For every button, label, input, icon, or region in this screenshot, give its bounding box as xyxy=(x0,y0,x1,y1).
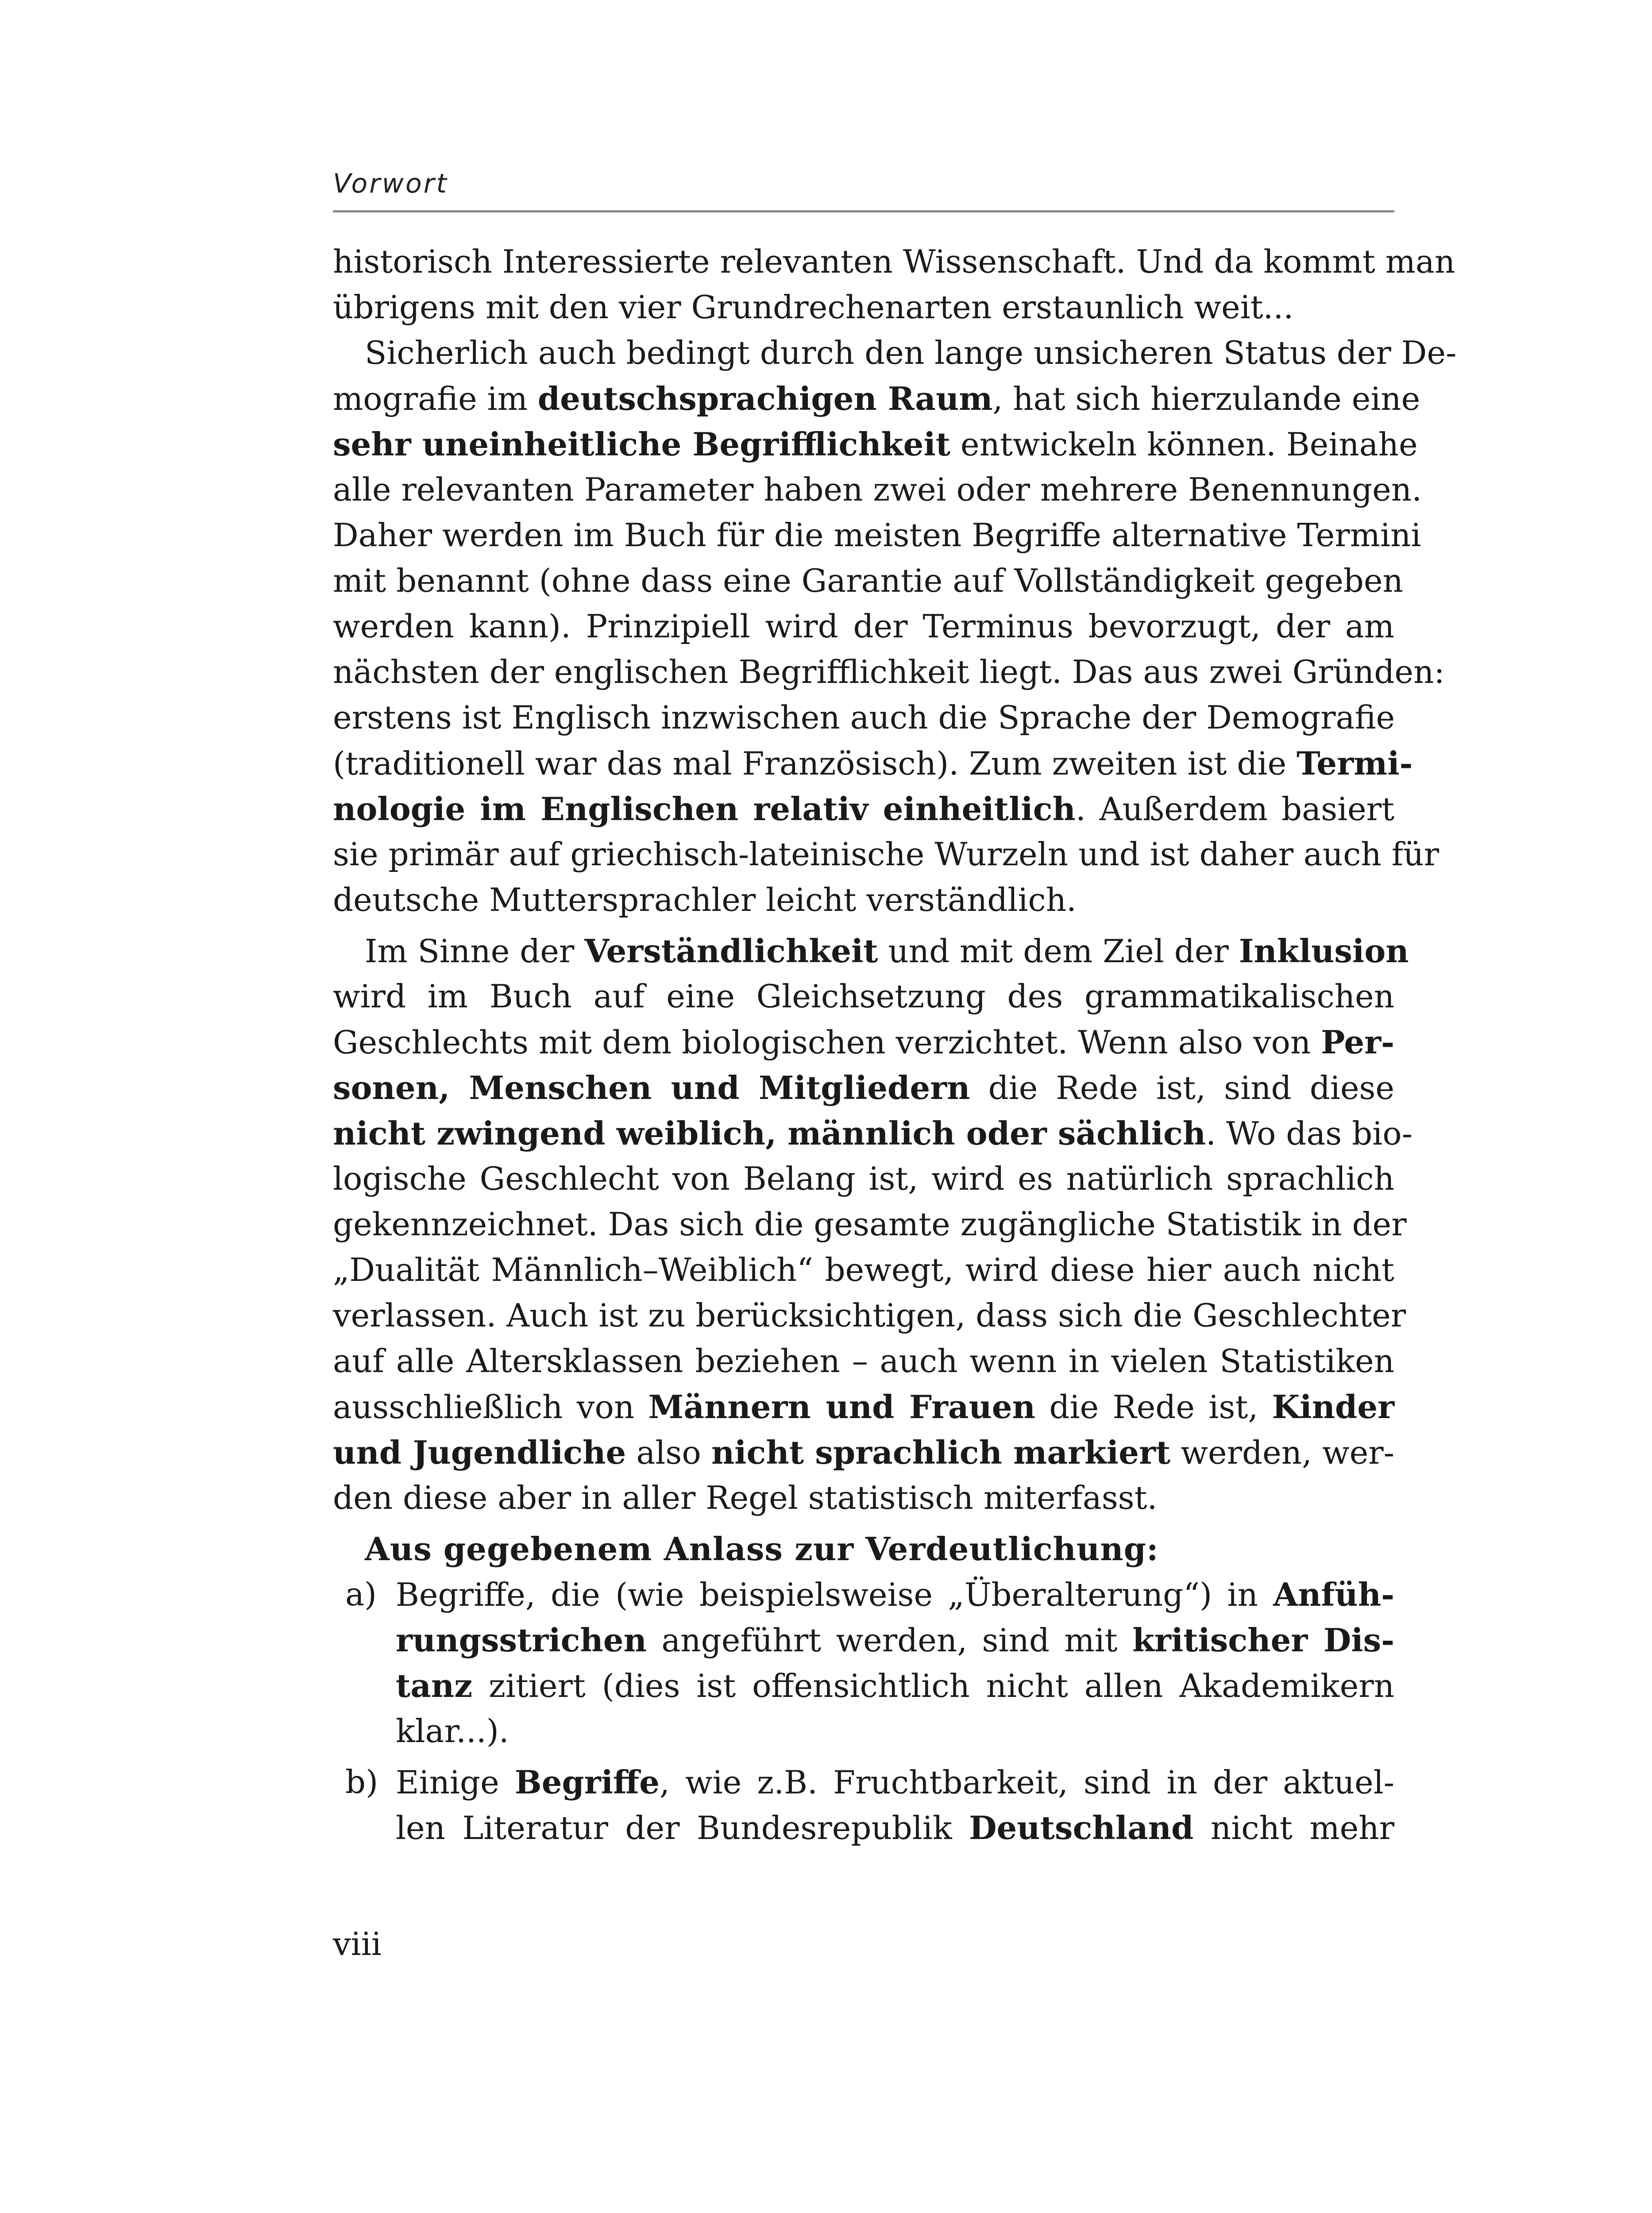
text-line xyxy=(333,1805,1394,1851)
bold-term: Per- xyxy=(1321,1023,1394,1061)
text-line xyxy=(333,1110,1413,1156)
text-line xyxy=(333,1617,1394,1663)
text-line: erstens ist Englisch inzwischen auch die Sprache der Demografie xyxy=(333,699,1395,736)
text-span: Geschlechts mit dem biologischen verzichtet. Wenn also von xyxy=(333,1024,1321,1061)
bold-term: sehr uneinheitliche Begrifflichkeit xyxy=(333,425,950,463)
text-line: historisch Interessierte relevanten Wissenschaft. Und da kommt man xyxy=(333,243,1455,280)
text-line: mit benannt (ohne dass eine Garantie auf Vollständigkeit gegeben xyxy=(333,562,1403,599)
bold-term: Kinder xyxy=(1272,1388,1395,1426)
text-line: wird im Buch auf eine Gleichsetzung des grammatikalischen xyxy=(333,978,1394,1015)
paragraph-3 xyxy=(333,928,1413,1521)
bold-term: Begriffe xyxy=(514,1763,660,1801)
text-span: die Rede ist, sind diese xyxy=(970,1069,1394,1106)
text-span: entwickeln können. Beinahe xyxy=(950,426,1418,463)
text-span: mografie im xyxy=(333,380,538,417)
text-span: nicht mehr xyxy=(1193,1809,1394,1847)
text-line: den diese aber in aller Regel statistisch miterfasst. xyxy=(333,1479,1158,1516)
list-marker: a) xyxy=(345,1576,377,1613)
text-line: sie primär auf griechisch-lateinische Wurzeln und ist daher auch für xyxy=(333,836,1440,873)
bold-term: Anfüh- xyxy=(1273,1576,1394,1613)
list-marker: b) xyxy=(345,1763,378,1800)
paragraph-1 xyxy=(333,239,1455,330)
text-line: übrigens mit den vier Grundrechenarten erstaunlich weit... xyxy=(333,289,1294,326)
text-line: nächsten der englischen Begrifflichkeit liegt. Das aus zwei Gründen: xyxy=(333,653,1445,690)
bold-term: tanz xyxy=(396,1667,473,1704)
bold-term: nicht zwingend weiblich, männlich oder sächlich xyxy=(333,1114,1206,1152)
text-span: , hat sich hierzulande eine xyxy=(992,380,1420,417)
text-line xyxy=(333,1430,1394,1475)
list-item-a xyxy=(333,1572,1394,1754)
bold-term: rungsstrichen xyxy=(396,1621,647,1659)
bold-term: nicht sprachlich markiert xyxy=(711,1434,1171,1471)
text-line xyxy=(333,1572,1394,1617)
text-line xyxy=(333,928,1409,974)
text-line: klar...). xyxy=(396,1712,509,1750)
text-line xyxy=(333,1019,1394,1065)
bold-term: Deutschland xyxy=(969,1809,1194,1847)
text-line xyxy=(333,1759,1394,1805)
bold-term: sonen, Menschen und Mitgliedern xyxy=(333,1069,970,1106)
bold-term: Verständlichkeit xyxy=(584,932,878,970)
text-line: verlassen. Auch ist zu berücksichtigen, dass sich die Geschlechter xyxy=(333,1297,1406,1334)
running-header: Vorwort xyxy=(333,168,448,199)
text-line: deutsche Muttersprachler leicht verständlich. xyxy=(333,881,1077,918)
bold-term: nologie im Englischen relativ einheitlich xyxy=(333,790,1076,828)
text-line: gekennzeichnet. Das sich die gesamte zugängliche Statistik in der xyxy=(333,1206,1407,1243)
text-span: werden, wer- xyxy=(1170,1434,1395,1471)
bold-term: deutschsprachigen Raum xyxy=(537,380,993,417)
header-rule xyxy=(333,210,1394,212)
bold-term: Männern und Frauen xyxy=(648,1388,1035,1426)
text-line: Sicherlich auch bedingt durch den lange unsicheren Status der De- xyxy=(365,334,1457,371)
text-line xyxy=(333,786,1394,832)
text-span: ausschließlich von xyxy=(333,1388,648,1426)
text-line xyxy=(333,1663,1394,1708)
text-span: Im Sinne der xyxy=(365,933,585,970)
text-line xyxy=(333,421,1418,467)
text-line: „Dualität Männlich–Weiblich“ bewegt, wird diese hier auch nicht xyxy=(333,1251,1394,1288)
page-body xyxy=(333,239,1457,1851)
text-line: alle relevanten Parameter haben zwei oder mehrere Benennungen. xyxy=(333,471,1422,508)
bold-term: Termi- xyxy=(1296,744,1413,782)
text-span: also xyxy=(626,1434,711,1471)
text-span: len Literatur der Bundesrepublik xyxy=(396,1809,969,1847)
text-line: auf alle Altersklassen beziehen – auch wenn in vielen Statistiken xyxy=(333,1342,1394,1380)
text-line xyxy=(333,376,1420,421)
bold-term: und Jugendliche xyxy=(333,1434,626,1471)
text-line xyxy=(333,740,1413,786)
text-line: Daher werden im Buch für die meisten Begriffe alternative Termini xyxy=(333,517,1421,554)
list-item-b xyxy=(333,1759,1394,1851)
list-heading: Aus gegebenem Anlass zur Verdeutlichung: xyxy=(365,1530,1159,1568)
text-span: Begriffe, die (wie beispielsweise „Überalterung“) in xyxy=(396,1576,1274,1613)
text-span: Einige xyxy=(396,1764,515,1801)
text-span: die Rede ist, xyxy=(1035,1388,1272,1426)
bold-term: kritischer Dis- xyxy=(1132,1621,1394,1659)
numbered-list xyxy=(333,1572,1394,1851)
bold-term: Inklusion xyxy=(1239,932,1409,970)
text-span: . Wo das bio- xyxy=(1206,1115,1413,1152)
paragraph-2 xyxy=(333,330,1457,923)
text-span: . Außerdem basiert xyxy=(1075,790,1395,828)
text-span: , wie z.B. Fruchtbarkeit, sind in der aktuel- xyxy=(659,1764,1394,1801)
text-span: zitiert (dies ist offensichtlich nicht allen Akademikern xyxy=(472,1667,1394,1704)
text-line xyxy=(333,1384,1394,1430)
text-span: (traditionell war das mal Französisch). Zum zweiten ist die xyxy=(333,745,1297,782)
text-span: und mit dem Ziel der xyxy=(878,933,1239,970)
page-number: viii xyxy=(333,1925,382,1962)
text-line xyxy=(333,1065,1394,1110)
text-line: werden kann). Prinzipiell wird der Terminus bevorzugt, der am xyxy=(333,608,1394,645)
text-span: angeführt werden, sind mit xyxy=(646,1622,1132,1659)
text-line: logische Geschlecht von Belang ist, wird es natürlich sprachlich xyxy=(333,1160,1394,1197)
